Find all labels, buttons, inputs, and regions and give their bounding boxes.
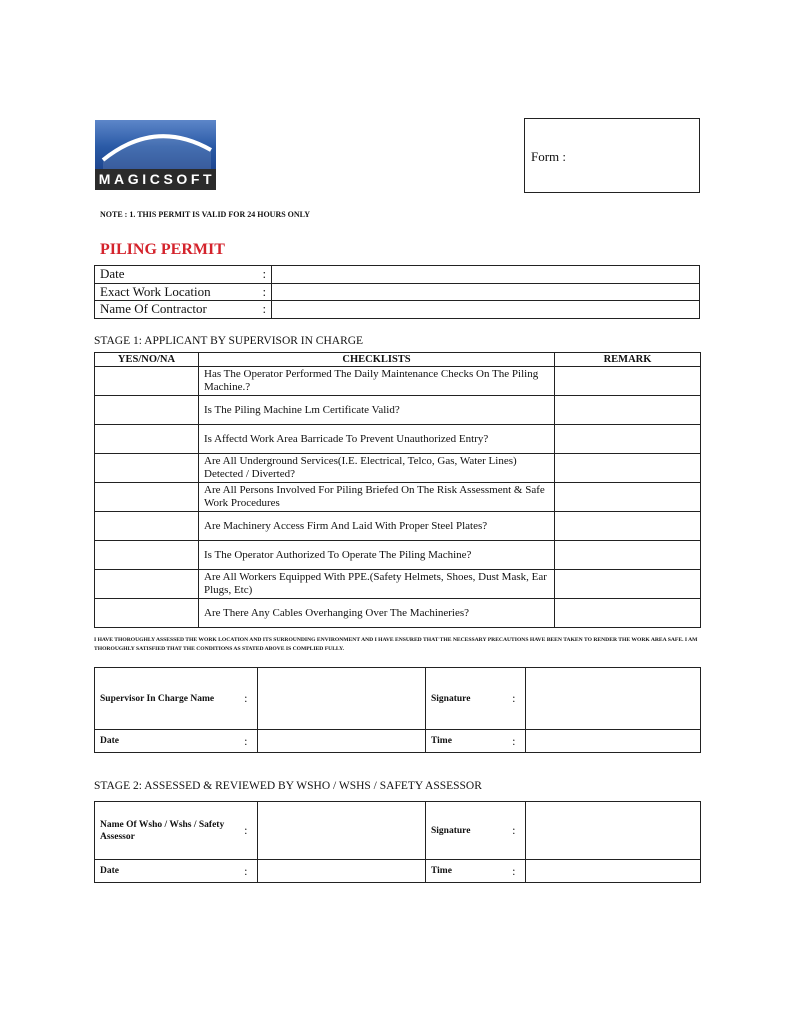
signoff-row [95, 802, 701, 860]
colon: : [235, 802, 258, 860]
info-row-date [95, 266, 700, 284]
colon: : [235, 860, 258, 883]
stage1-heading: STAGE 1: APPLICANT BY SUPERVISOR IN CHARGE [94, 335, 364, 347]
info-colon: : [258, 301, 272, 319]
checklist-item: Has The Operator Performed The Daily Maintenance Checks On The Piling Machine.? [199, 367, 555, 396]
info-colon: : [258, 283, 272, 301]
answer-cell[interactable] [95, 367, 199, 396]
column-header-remark: REMARK [555, 353, 701, 367]
form-label: Form : [531, 149, 567, 164]
date-field[interactable] [258, 860, 426, 883]
answer-cell[interactable] [95, 541, 199, 570]
answer-cell[interactable] [95, 454, 199, 483]
logo-arc-icon [95, 120, 216, 169]
column-header-yes-no-na: YES/NO/NA [95, 353, 199, 367]
checklist-row [95, 512, 701, 541]
assessor-name-label: Name Of Wsho / Wshs / Safety Assessor [95, 802, 235, 860]
assessor-name-field[interactable] [258, 802, 426, 860]
logo-arc-graphic [95, 120, 216, 169]
colon: : [235, 668, 258, 730]
remark-cell[interactable] [555, 512, 701, 541]
logo-wordmark: MAGICSOFT [95, 169, 216, 190]
signature-label: Signature [426, 668, 503, 730]
signoff-row [95, 860, 701, 883]
remark-cell[interactable] [555, 396, 701, 425]
checklist-item: Are All Workers Equipped With PPE.(Safety Helmets, Shoes, Dust Mask, Ear Plugs, Etc) [199, 570, 555, 599]
page-title: PILING PERMIT [100, 241, 225, 258]
time-label: Time [426, 730, 503, 753]
company-logo [95, 120, 216, 190]
info-label: Exact Work Location [95, 283, 258, 301]
checklist-row [95, 396, 701, 425]
remark-cell[interactable] [555, 425, 701, 454]
answer-cell[interactable] [95, 483, 199, 512]
colon: : [503, 860, 526, 883]
checklist-row [95, 483, 701, 512]
info-label: Date [95, 266, 258, 284]
info-value-location[interactable] [272, 283, 700, 301]
time-label: Time [426, 860, 503, 883]
column-header-checklists: CHECKLISTS [199, 353, 555, 367]
checklist-table [94, 352, 701, 628]
checklist-row [95, 367, 701, 396]
permit-info-table [94, 265, 700, 319]
checklist-row [95, 570, 701, 599]
signoff-row [95, 668, 701, 730]
colon: : [503, 802, 526, 860]
signature-field[interactable] [526, 668, 701, 730]
info-row-location [95, 283, 700, 301]
checklist-item: Are Machinery Access Firm And Laid With Proper Steel Plates? [199, 512, 555, 541]
answer-cell[interactable] [95, 599, 199, 628]
validity-note: NOTE : 1. THIS PERMIT IS VALID FOR 24 HOURS ONLY [100, 210, 311, 219]
checklist-row [95, 541, 701, 570]
remark-cell[interactable] [555, 367, 701, 396]
remark-cell[interactable] [555, 599, 701, 628]
colon: : [503, 668, 526, 730]
date-field[interactable] [258, 730, 426, 753]
supervisor-name-field[interactable] [258, 668, 426, 730]
info-label: Name Of Contractor [95, 301, 258, 319]
declaration-text: I HAVE THOROUGHLY ASSESSED THE WORK LOCATION AND ITS SURROUNDING ENVIRONMENT AND I HAVE ENSURED THAT THE NECESSARY PRECAUTIONS HAVE BEEN TAKEN TO RENDER THE WORK AREA SAFE. I AM THOROUGHLY SATISFIED THAT THE CONDITIONS AS STATED ABOVE IS COMPLIED FULLY. [94, 637, 698, 652]
date-label: Date [95, 730, 235, 753]
checklist-item: Are All Persons Involved For Piling Briefed On The Risk Assessment & Safe Work Procedures [199, 483, 555, 512]
remark-cell[interactable] [555, 541, 701, 570]
answer-cell[interactable] [95, 425, 199, 454]
remark-cell[interactable] [555, 454, 701, 483]
stage2-heading: STAGE 2: ASSESSED & REVIEWED BY WSHO / WSHS / SAFETY ASSESSOR [94, 780, 482, 792]
stage2-signoff-table [94, 801, 701, 883]
colon: : [235, 730, 258, 753]
remark-cell[interactable] [555, 483, 701, 512]
signature-label: Signature [426, 802, 503, 860]
answer-cell[interactable] [95, 570, 199, 599]
info-value-contractor[interactable] [272, 301, 700, 319]
signoff-row [95, 730, 701, 753]
signature-field[interactable] [526, 802, 701, 860]
checklist-row [95, 425, 701, 454]
time-field[interactable] [526, 730, 701, 753]
checklist-row [95, 599, 701, 628]
stage1-signoff-table [94, 667, 701, 753]
colon: : [503, 730, 526, 753]
form-number-box [524, 118, 700, 193]
time-field[interactable] [526, 860, 701, 883]
date-label: Date [95, 860, 235, 883]
info-colon: : [258, 266, 272, 284]
checklist-item: Is The Piling Machine Lm Certificate Valid? [199, 396, 555, 425]
checklist-item: Is The Operator Authorized To Operate The Piling Machine? [199, 541, 555, 570]
remark-cell[interactable] [555, 570, 701, 599]
checklist-row [95, 454, 701, 483]
answer-cell[interactable] [95, 396, 199, 425]
info-row-contractor [95, 301, 700, 319]
answer-cell[interactable] [95, 512, 199, 541]
info-value-date[interactable] [272, 266, 700, 284]
checklist-item: Are All Underground Services(I.E. Electrical, Telco, Gas, Water Lines) Detected / Diverted? [199, 454, 555, 483]
checklist-header-row [95, 353, 701, 367]
checklist-item: Are There Any Cables Overhanging Over The Machineries? [199, 599, 555, 628]
supervisor-name-label: Supervisor In Charge Name [95, 668, 235, 730]
checklist-item: Is Affectd Work Area Barricade To Prevent Unauthorized Entry? [199, 425, 555, 454]
